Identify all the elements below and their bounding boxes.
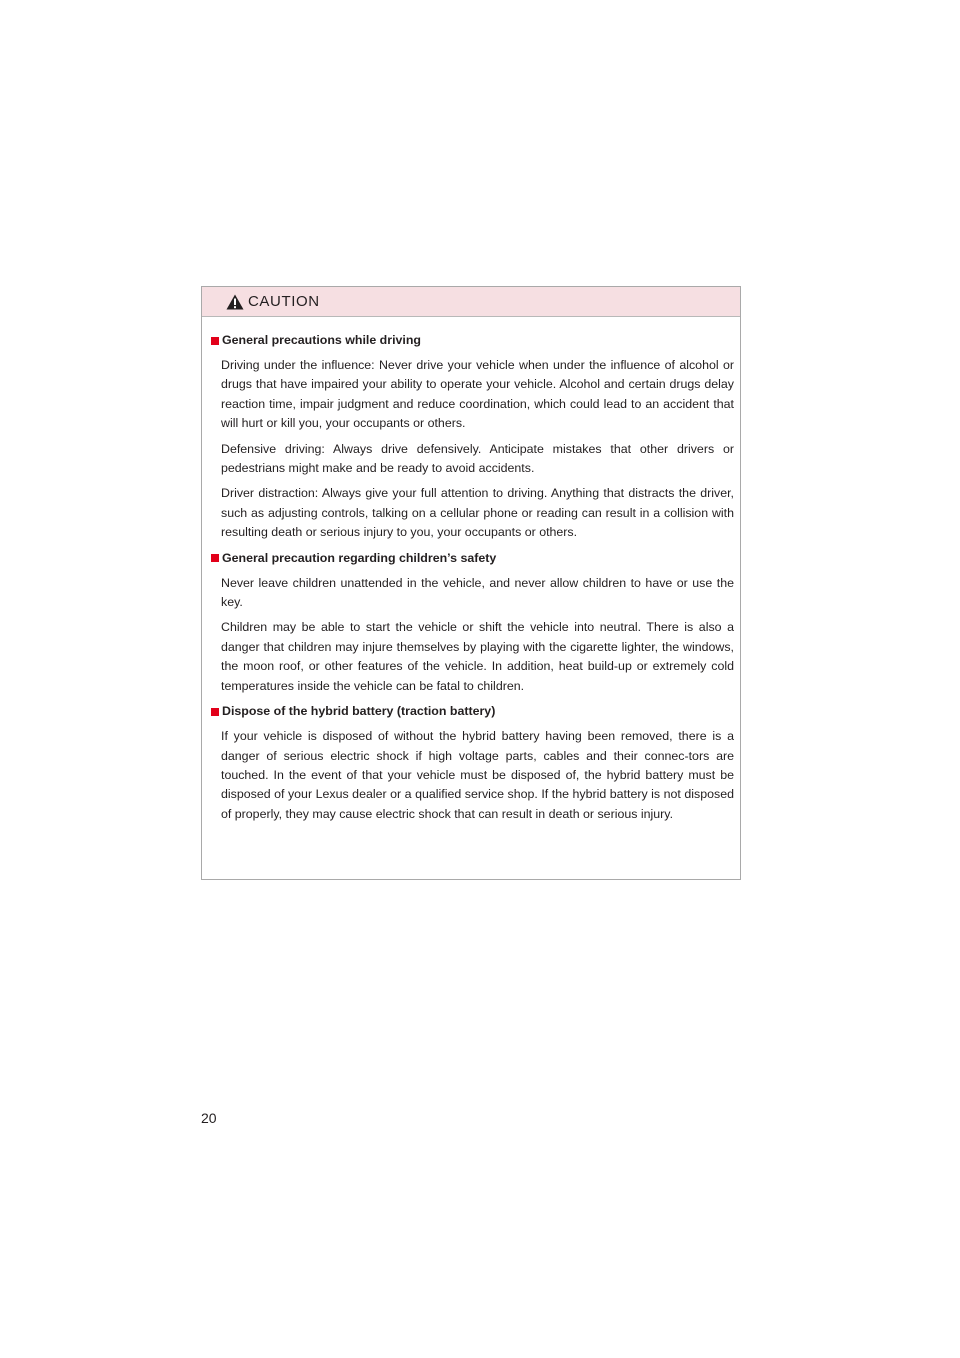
section-driving-precautions	[211, 331, 734, 543]
paragraph-battery-disposal: If your vehicle is disposed of without the hybrid battery having been removed, there is a danger of serious electric shock if high voltage parts, cables and their connec-tors are touched. In the event of that your vehicle must be disposed of, the hybrid battery must be disposed of your Lexus dealer or a qualified service shop. If the hybrid battery is not disposed of properly, they may cause electric shock that can result in death or serious injury.	[221, 729, 734, 821]
section-heading-text: General precaution regarding children’s safety	[222, 550, 497, 565]
paragraph-children-dangers: Children may be able to start the vehicle or shift the vehicle into neutral. There is also a danger that children may injure themselves by playing with the cigarette lighter, the windows, the moon roof, or other features of the vehicle. In addition, heat build-up or extremely cold temperatures inside the vehicle can be fatal to children.	[221, 620, 734, 693]
section-children-safety	[211, 549, 734, 696]
paragraph-unattended-children: Never leave children unattended in the vehicle, and never allow children to have or use the key.	[221, 575, 734, 610]
section-heading-text: Dispose of the hybrid battery (traction battery)	[222, 704, 496, 719]
section-heading	[211, 549, 734, 568]
paragraph-driver-distraction: Driver distraction: Always give your full attention to driving. Anything that distracts the driver, such as adjusting controls, talking on a cellular phone or reading can result in a collision with resulting death or serious injury to you, your occupants or others.	[221, 486, 734, 540]
caution-title: CAUTION	[248, 293, 320, 310]
section-heading-text: General precautions while driving	[222, 333, 421, 347]
red-square-bullet-icon	[211, 708, 219, 716]
paragraph-defensive-driving: Defensive driving: Always drive defensively. Anticipate mistakes that other drivers or pedestrians might make and be ready to avoid accidents.	[221, 441, 734, 476]
red-square-bullet-icon	[211, 337, 219, 345]
red-square-bullet-icon	[211, 554, 219, 562]
section-heading	[211, 331, 734, 350]
section-hybrid-battery	[211, 702, 734, 824]
caution-box	[201, 286, 741, 880]
warning-triangle-icon	[226, 294, 244, 310]
caution-body	[202, 317, 740, 824]
section-heading	[211, 702, 734, 721]
page-number: 20	[201, 1110, 217, 1126]
caution-header	[202, 287, 740, 317]
paragraph-driving-under-influence: Driving under the influence: Never drive your vehicle when under the influence of alcohol or drugs that have impaired your ability to operate your vehicle. Alcohol and certain drugs delay reaction time, impair judgment and reduce coordination, which could lead to an accident that will hurt or kill you, your occupants or others.	[221, 358, 734, 431]
